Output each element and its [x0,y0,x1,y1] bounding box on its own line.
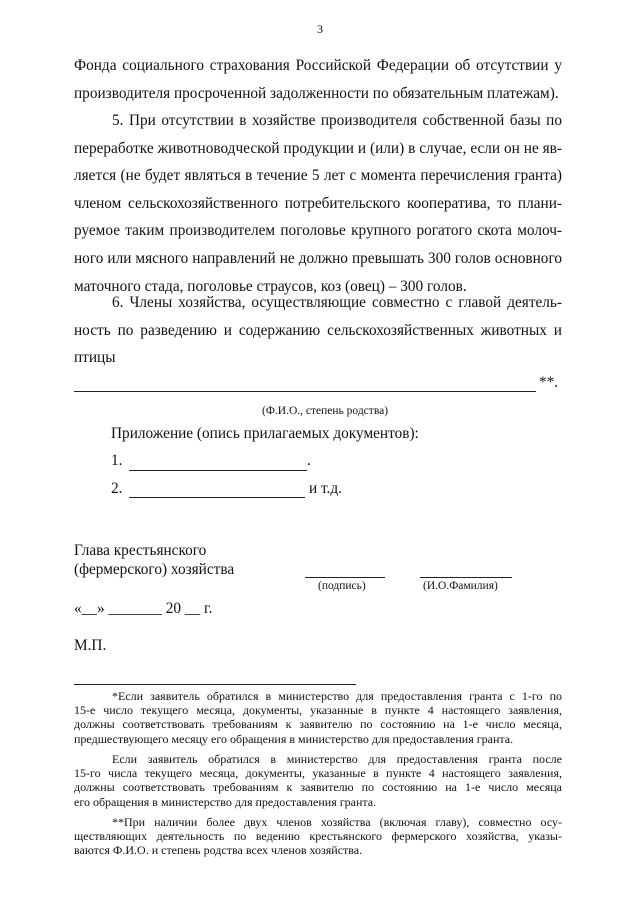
members-fill-line[interactable] [74,391,536,392]
footnote-line: должны соответствовать требованиям к заявителю по состоянию на 1-е число месяца [74,780,562,795]
appendix-title: Приложение (опись прилагаемых документов): [111,425,419,442]
footnote-2 [74,815,562,858]
appendix-item-2-line[interactable] [129,497,305,498]
paragraph-6 [74,289,562,372]
text-line: руемое таким производителем поголовье крупного рогатого скота молоч- [74,222,562,240]
footnote-line: *Если заявитель обратился в министерство для предоставления гранта с 1-го по [112,689,562,703]
footnote-line: должны соответствовать требованиям к заявителю по состоянию на 1-е число месяца, [74,717,562,732]
footnote-separator [74,684,356,685]
footnote-line: ваются Ф.И.О. и степень родства всех членов хозяйства. [74,843,363,858]
footnote-1-part-b [74,752,562,809]
appendix-item-1-end: . [307,452,311,469]
text-line: 5. При отсутствии в хозяйстве производителя собственной базы по [112,112,562,129]
members-caption: (Ф.И.О., степень родства) [262,405,389,417]
signature-date: «__» _______ 20 __ г. [74,600,213,617]
text-line: 6. Члены хозяйства, осуществляющие совместно с главой деятель- [112,294,562,311]
paragraph-5 [74,107,562,300]
text-line: птицы [74,349,116,367]
footnote-line: **При наличии более двух членов хозяйства (включая главу), совместно осу- [112,815,562,829]
footnote-1-part-a [74,689,562,746]
footnote-line: предшествующего месяцу его обращения в министерство для предоставления гранта. [74,731,514,746]
text-line: ного или мясного направлений не должно превышать 300 голов основного [74,249,562,267]
head-title-line-2: (фермерского) хозяйства [74,561,235,578]
name-caption: (И.О.Фамилия) [423,580,498,592]
signature-caption: (подпись) [318,580,366,592]
text-line: членом сельскохозяйственного потребительского кооператива, то плани- [74,194,562,212]
appendix-item-1-line[interactable] [129,470,307,471]
text-line: ляется (не будет являться в течение 5 лет с момента перечисления гранта) [74,167,562,185]
name-line[interactable] [420,577,512,578]
appendix-item-2-number: 2. [111,480,123,497]
footnote-line: ществляющих деятельность по ведению крестьянского фермерского хозяйства, указы- [74,829,562,844]
text-line: переработке животноводческой продукции и (или) в случае, если он не яв- [74,139,562,157]
appendix-item-2-end: и т.д. [309,480,342,497]
footnote-line: его обращения в министерство для предоставления гранта. [74,794,377,809]
text-line: производителя просроченной задолженности по обязательным платежам). [74,84,559,102]
paragraph-continuation [74,52,562,107]
head-title-line-1: Глава крестьянского [74,542,207,559]
footnote-line: 15-го числа текущего месяца, документы, указанные в пункте 4 настоящего заявления, [74,766,562,781]
page-number: 3 [317,22,323,36]
footnote-line: Если заявитель обратился в министерство для предоставления гранта после [112,752,562,766]
signature-line[interactable] [305,577,385,578]
text-line: ность по разведению и содержанию сельскохозяйственных животных и [74,321,562,339]
footnote-marker: **. [539,374,559,391]
text-line: Фонда социального страхования Российской Федерации об отсутствии у [74,57,562,74]
footnote-line: 15-е число текущего месяца, документы, указанные в пункте 4 настоящего заявления, [74,703,562,718]
text-line: маточного стада, поголовье страусов, коз (овец) – 300 голов. [74,277,467,295]
stamp-label: М.П. [74,637,107,654]
appendix-item-1-number: 1. [111,452,123,469]
